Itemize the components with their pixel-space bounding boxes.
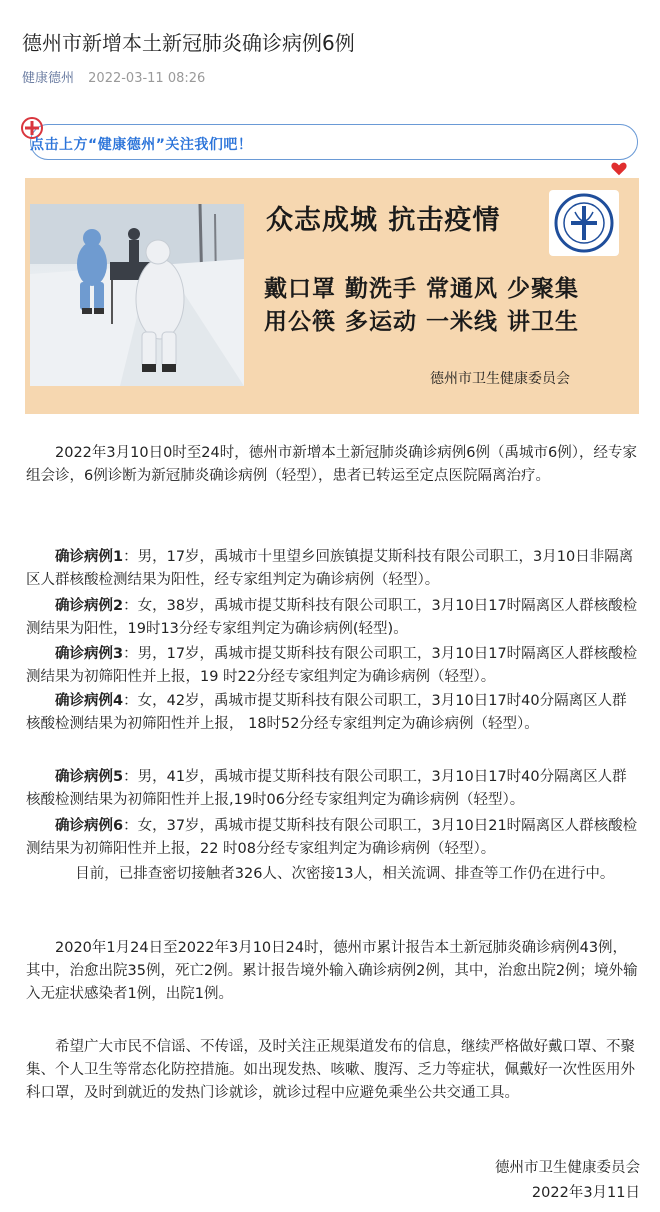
contacts-paragraph: 目前，已排查密切接触者326人、次密接13人，相关流调、排查等工作仍在进行中。 — [75, 866, 615, 882]
case-1 — [26, 546, 640, 592]
case-label: 确诊病例1 — [55, 549, 124, 565]
case-detail: ：女，42岁，禹城市提艾斯科技有限公司职工，3月10日17时40分隔离区人群核酸检测结果为初筛阳性并上报， 18时52分经专家组判定为确诊病例（轻型）。 — [26, 693, 627, 732]
case-detail: ：男，17岁，禹城市提艾斯科技有限公司职工，3月10日17时隔离区人群核酸检测结果为初筛阳性并上报，19 时22分经专家组判定为确诊病例（轻型）。 — [26, 646, 638, 685]
advice-paragraph: 希望广大市民不信谣、不传谣，及时关注正规渠道发布的信息，继续严格做好戴口罩、不聚集、个人卫生等常态化防控措施。如出现发热、咳嗽、腹泻、乏力等症状，佩戴好一次性医用外科口罩，及时到就近的发热门诊就诊，就诊过程中应避免乘坐公共交通工具。 — [26, 1039, 635, 1101]
case-label: 确诊病例2 — [55, 598, 124, 614]
article-meta — [22, 70, 205, 88]
case-label: 确诊病例3 — [55, 646, 124, 662]
slogan-main: 众志成城 抗击疫情 — [266, 205, 501, 236]
article-title: 德州市新增本土新冠肺炎确诊病例6例 — [22, 31, 355, 55]
publish-time: 2022-03-11 08:26 — [88, 71, 206, 86]
case-label: 确诊病例4 — [55, 693, 124, 709]
footer-organization: 德州市卫生健康委员会 — [495, 1160, 640, 1176]
poster-photo — [30, 204, 244, 386]
heart-icon — [610, 160, 628, 178]
account-name-link[interactable]: 健康德州 — [22, 71, 75, 86]
commission-emblem — [549, 190, 619, 256]
case-detail: ：女，38岁，禹城市提艾斯科技有限公司职工，3月10日17时隔离区人群核酸检测结果为阳性，19时13分经专家组判定为确诊病例(轻型)。 — [26, 598, 638, 637]
case-5 — [26, 766, 640, 812]
case-detail: ：男，17岁，禹城市十里望乡回族镇提艾斯科技有限公司职工，3月10日非隔离区人群核酸检测结果为阳性，经专家组判定为确诊病例（轻型）。 — [26, 549, 634, 588]
intro-paragraph: 2022年3月10日0时至24时，德州市新增本土新冠肺炎确诊病例6例（禹城市6例），经专家组会诊，6例诊断为新冠肺炎确诊病例（轻型），患者已转运至定点医院隔离治疗。 — [26, 445, 637, 484]
case-6 — [26, 815, 640, 861]
follow-prompt[interactable]: 点击上方“健康德州”关注我们吧！ — [30, 137, 253, 153]
case-3 — [26, 643, 640, 689]
slogan-line-2: 用公筷 多运动 一米线 讲卫生 — [264, 309, 580, 335]
cumulative-paragraph: 2020年1月24日至2022年3月10日24时，德州市累计报告本土新冠肺炎确诊病例43例，其中，治愈出院35例，死亡2例。累计报告境外输入确诊病例2例，其中，治愈出院2例；境外输入无症状感染者1例，出院1例。 — [26, 940, 638, 1002]
case-label: 确诊病例6 — [55, 818, 124, 834]
poster-organization: 德州市卫生健康委员会 — [430, 371, 570, 387]
case-2 — [26, 595, 640, 641]
case-detail: ：女，37岁，禹城市提艾斯科技有限公司职工，3月10日21时隔离区人群核酸检测结果为初筛阳性并上报，22 时08分经专家组判定为确诊病例（轻型）。 — [26, 818, 638, 857]
case-4 — [26, 690, 640, 736]
footer-date: 2022年3月11日 — [531, 1185, 640, 1201]
case-label: 确诊病例5 — [55, 769, 124, 785]
slogan-line-1: 戴口罩 勤洗手 常通风 少聚集 — [264, 276, 580, 302]
case-detail: ：男，41岁，禹城市提艾斯科技有限公司职工，3月10日17时40分隔离区人群核酸检测结果为初筛阳性并上报,19时06分经专家组判定为确诊病例（轻型）。 — [26, 769, 627, 808]
